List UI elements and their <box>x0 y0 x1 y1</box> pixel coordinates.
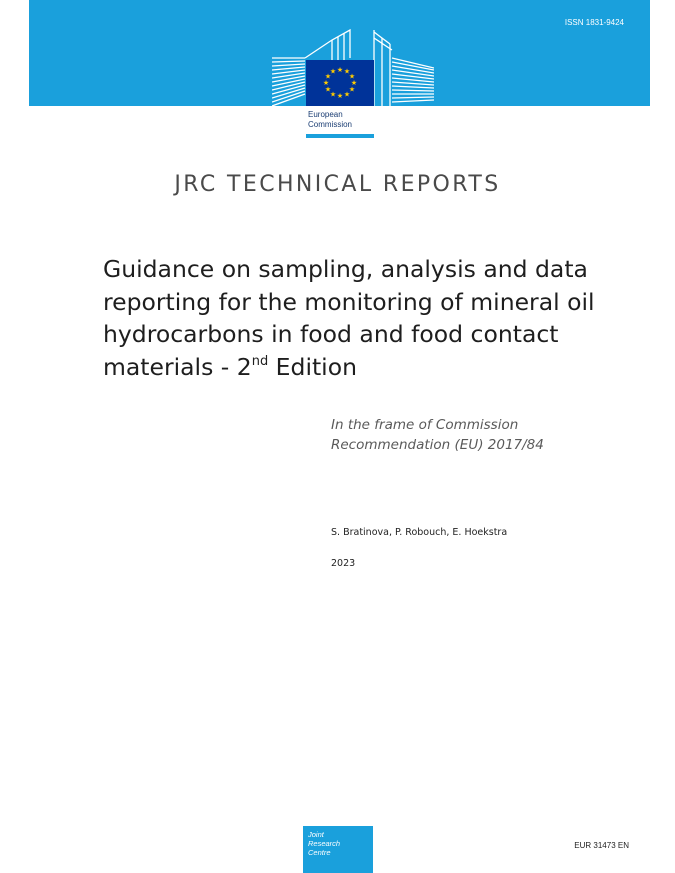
svg-text:★: ★ <box>329 90 337 99</box>
svg-text:★: ★ <box>343 67 351 76</box>
title-superscript: nd <box>251 353 269 369</box>
authors: S. Bratinova, P. Robouch, E. Hoekstra <box>331 527 508 538</box>
title-suffix: Edition <box>268 352 357 381</box>
logo-line-2: Commission <box>308 120 353 129</box>
svg-text:★: ★ <box>348 85 356 94</box>
svg-text:★: ★ <box>350 79 358 87</box>
jrc-line-2: Research <box>308 839 341 848</box>
subtitle-line-1: In the frame of Commission <box>331 417 519 433</box>
svg-text:★: ★ <box>336 92 344 100</box>
svg-text:★: ★ <box>322 79 330 87</box>
svg-text:★: ★ <box>348 72 356 81</box>
svg-text:★: ★ <box>336 66 344 74</box>
report-number: EUR 31473 EN <box>574 841 629 850</box>
issn-number: ISSN 1831-9424 <box>564 18 624 27</box>
title-main: Guidance on sampling, analysis and data reporting for the monitoring of mineral oil hydrocarbons in food and food contact materials - 2 <box>103 255 595 381</box>
svg-text:★: ★ <box>324 72 332 81</box>
report-title <box>103 253 603 383</box>
logo-underline <box>306 134 374 138</box>
logo-line-1: European <box>308 110 343 119</box>
jrc-line-3: Centre <box>308 848 331 857</box>
publication-year: 2023 <box>331 558 356 569</box>
building-right-icon <box>374 30 434 106</box>
svg-text:★: ★ <box>324 85 332 94</box>
svg-text:★: ★ <box>329 67 337 76</box>
jrc-logo-text <box>308 830 340 857</box>
logo-wordmark <box>308 110 352 130</box>
report-series: JRC TECHNICAL REPORTS <box>174 172 501 197</box>
jrc-logo <box>303 826 373 873</box>
jrc-line-1: Joint <box>308 830 324 839</box>
svg-text:★: ★ <box>343 90 351 99</box>
report-subtitle <box>331 415 591 455</box>
european-commission-logo <box>272 28 434 140</box>
subtitle-line-2: Recommendation (EU) 2017/84 <box>331 437 544 453</box>
